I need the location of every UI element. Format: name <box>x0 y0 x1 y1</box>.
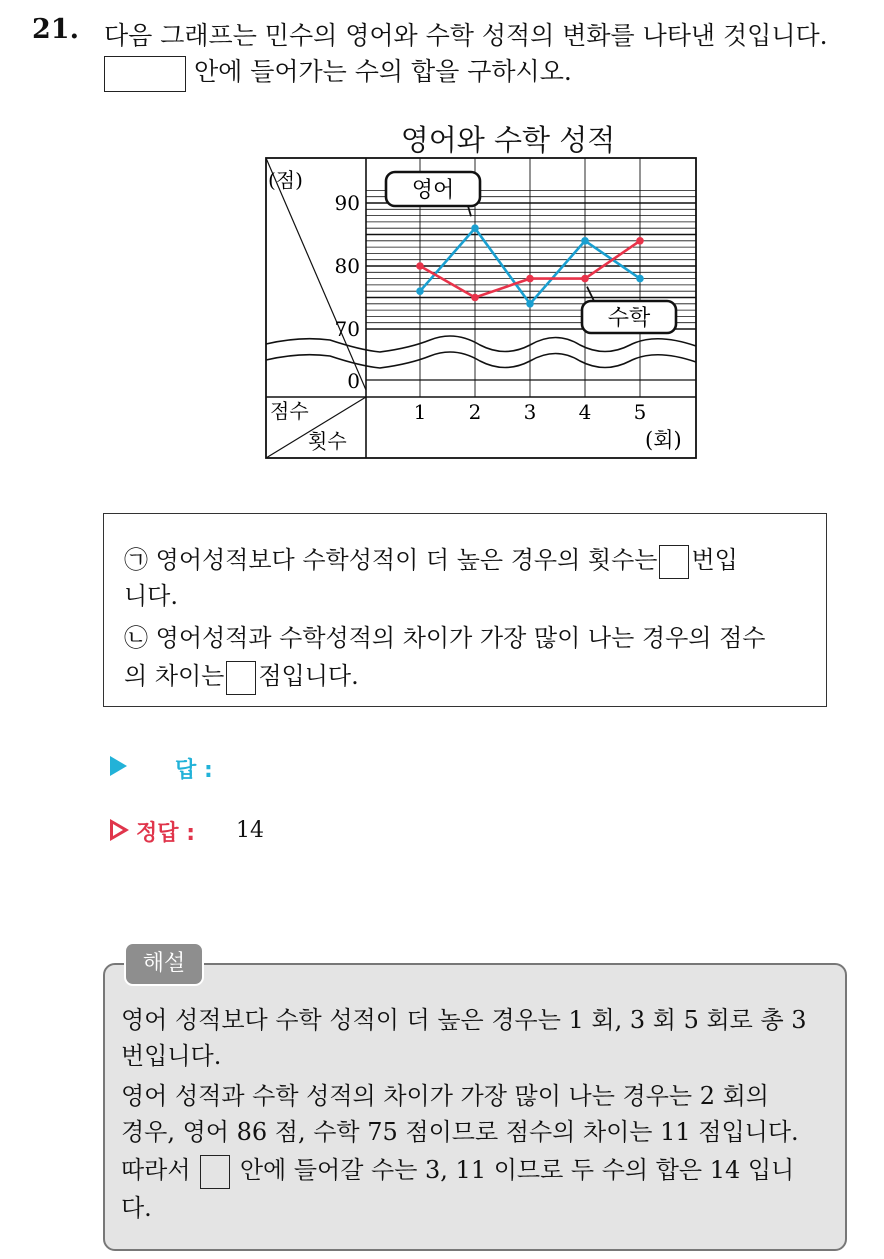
correct-answer-label-text: 정답 <box>136 821 179 846</box>
correct-answer-colon: : <box>186 821 195 846</box>
data-point <box>416 262 424 270</box>
condition-2-end: 점입니다. <box>258 662 359 690</box>
callout-pointer <box>587 287 594 301</box>
data-point <box>581 237 589 245</box>
answer-colon: : <box>203 758 213 783</box>
axis-break-wave-top <box>266 336 696 352</box>
y-axis-unit-label: (점) <box>268 168 303 192</box>
condition-1-end: 번입 <box>691 546 738 574</box>
data-point <box>416 287 424 295</box>
x-tick-label: 2 <box>468 400 482 424</box>
y-tick-labels <box>335 191 360 393</box>
x-tick-label: 3 <box>523 400 537 424</box>
y-tick-label: 80 <box>334 254 360 278</box>
data-point <box>471 224 479 232</box>
correct-answer-play-icon <box>110 819 129 841</box>
data-point <box>636 237 644 245</box>
question-number: 21. <box>32 14 79 45</box>
answer-play-icon <box>110 756 127 776</box>
x-tick-label: 5 <box>633 400 647 424</box>
data-point <box>636 275 644 283</box>
x-tick-label: 1 <box>413 400 427 424</box>
y-tick-label: 0 <box>347 369 360 393</box>
chart-title: 영어와 수학 성적 <box>400 123 616 157</box>
data-point <box>526 275 534 283</box>
explanation-line5-end: 안에 들어갈 수는 3, 11 이므로 두 수의 합은 14 입니 <box>239 1156 795 1184</box>
explanation-line5-start: 따라서 <box>121 1156 191 1184</box>
callout-label: 영어 <box>411 178 455 203</box>
conditions-box <box>103 513 827 707</box>
data-point <box>471 294 479 302</box>
explanation-tag: 해설 <box>124 942 204 986</box>
header-count-label: 횟수 <box>308 429 347 453</box>
explanation-line3: 영어 성적과 수학 성적의 차이가 가장 많이 나는 경우는 2 회의 <box>121 1082 769 1110</box>
condition-1-wrap: 니다. <box>124 582 178 610</box>
callout-pointer <box>468 206 471 216</box>
data-point <box>581 275 589 283</box>
explanation-line4: 경우, 영어 86 점, 수학 75 점이므로 점수의 차이는 11 점입니다. <box>121 1118 799 1146</box>
condition-2-line2 <box>124 656 359 695</box>
y-tick-label: 90 <box>334 191 360 215</box>
y-tick-label: 70 <box>334 317 360 341</box>
line-chart <box>0 0 884 480</box>
answer-label <box>175 753 213 784</box>
explanation-blank <box>200 1155 230 1189</box>
axis-break-wave-bottom <box>266 352 696 368</box>
question-text-line1: 다음 그래프는 민수의 영어와 수학 성적의 변화를 나타낸 것입니다. <box>104 21 828 50</box>
explanation-line6: 다. <box>121 1194 152 1222</box>
explanation-line5 <box>121 1150 794 1189</box>
x-tick-label: 4 <box>578 400 592 424</box>
callout-label: 수학 <box>607 306 651 331</box>
header-score-label: 점수 <box>270 399 309 423</box>
answer-label-text: 답 <box>175 758 197 783</box>
condition-1-blank <box>659 545 689 579</box>
correct-answer-value: 14 <box>236 818 264 843</box>
condition-1-text: ㉠ 영어성적보다 수학성적이 더 높은 경우의 횟수는 <box>124 546 658 574</box>
explanation-line2: 번입니다. <box>121 1042 222 1070</box>
question-line2-text: 안에 들어가는 수의 합을 구하시오. <box>193 57 572 86</box>
condition-2-text: 의 차이는 <box>124 662 225 690</box>
series-callouts <box>386 172 676 333</box>
explanation-line1: 영어 성적보다 수학 성적이 더 높은 경우는 1 회, 3 회 5 회로 총 3 <box>121 1006 807 1034</box>
x-tick-labels <box>414 400 647 424</box>
condition-1-line <box>124 540 738 579</box>
condition-2-line1: ㉡ 영어성적과 수학성적의 차이가 가장 많이 나는 경우의 점수 <box>124 624 766 652</box>
x-axis-unit-label: (회) <box>645 428 682 452</box>
data-point <box>526 300 534 308</box>
correct-answer-label <box>136 816 195 847</box>
condition-2-blank <box>226 661 256 695</box>
